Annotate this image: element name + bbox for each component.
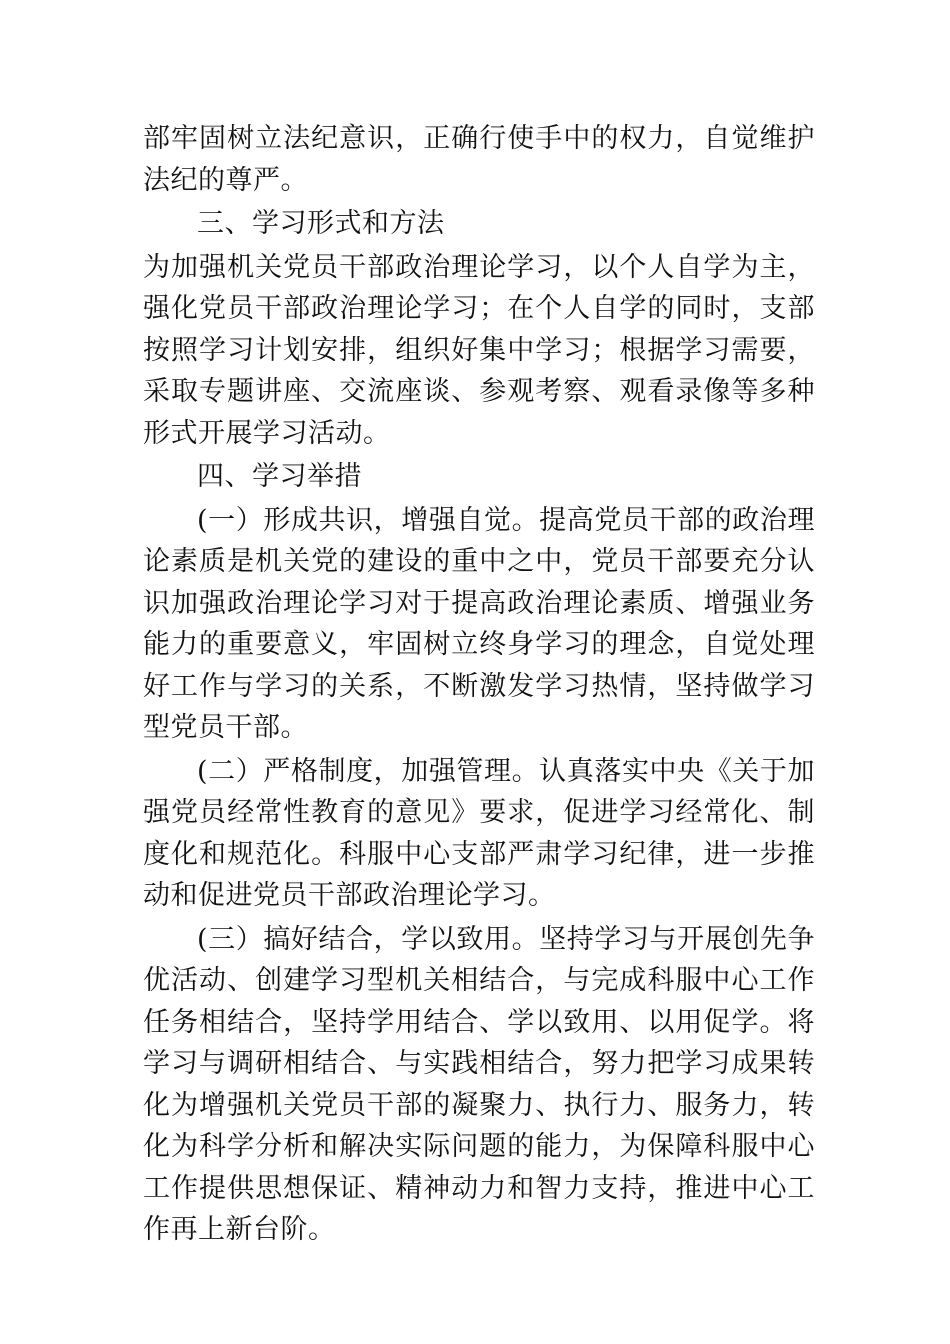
paragraph-study-methods: 为加强机关党员干部政治理论学习，以个人自学为主，强化党员干部政治理论学习；在个人自学的同时，支部按照学习计划安排，组织好集中学习；根据学习需要，采取专题讲座、交流座谈、参观考察、观看录像等多种形式开展学习活动。 bbox=[143, 251, 815, 449]
document-body bbox=[143, 118, 815, 1251]
paragraph-measure-3: (三）搞好结合，学以致用。坚持学习与开展创先争优活动、创建学习型机关相结合，与完成科服中心工作任务相结合，坚持学用结合、学以致用、以用促学。将学习与调研相结合、与实践相结合，努力把学习成果转化为增强机关党员干部的凝聚力、执行力、服务力，转化为科学分析和解决实际问题的能力，为保障科服中心工作提供思想保证、精神动力和智力支持，推进中心工作再上新台阶。 bbox=[143, 923, 815, 1245]
paragraph-measure-2: (二）严格制度，加强管理。认真落实中央《关于加强党员经常性教育的意见》要求，促进学习经常化、制度化和规范化。科服中心支部严肃学习纪律，进一步推动和促进党员干部政治理论学习。 bbox=[143, 755, 815, 911]
section-heading-4: 四、学习举措 bbox=[197, 461, 362, 492]
paragraph-continuation: 部牢固树立法纪意识，正确行使手中的权力，自觉维护法纪的尊严。 bbox=[143, 123, 815, 196]
paragraph-measure-1: (一）形成共识，增强自觉。提高党员干部的政治理论素质是机关党的建设的重中之中，党员干部要充分认识加强政治理论学习对于提高政治理论素质、增强业务能力的重要意义，牢固树立终身学习的理念，自觉处理好工作与学习的关系，不断激发学习热情，坚持做学习型党员干部。 bbox=[143, 504, 815, 743]
section-heading-3: 三、学习形式和方法 bbox=[197, 208, 445, 239]
